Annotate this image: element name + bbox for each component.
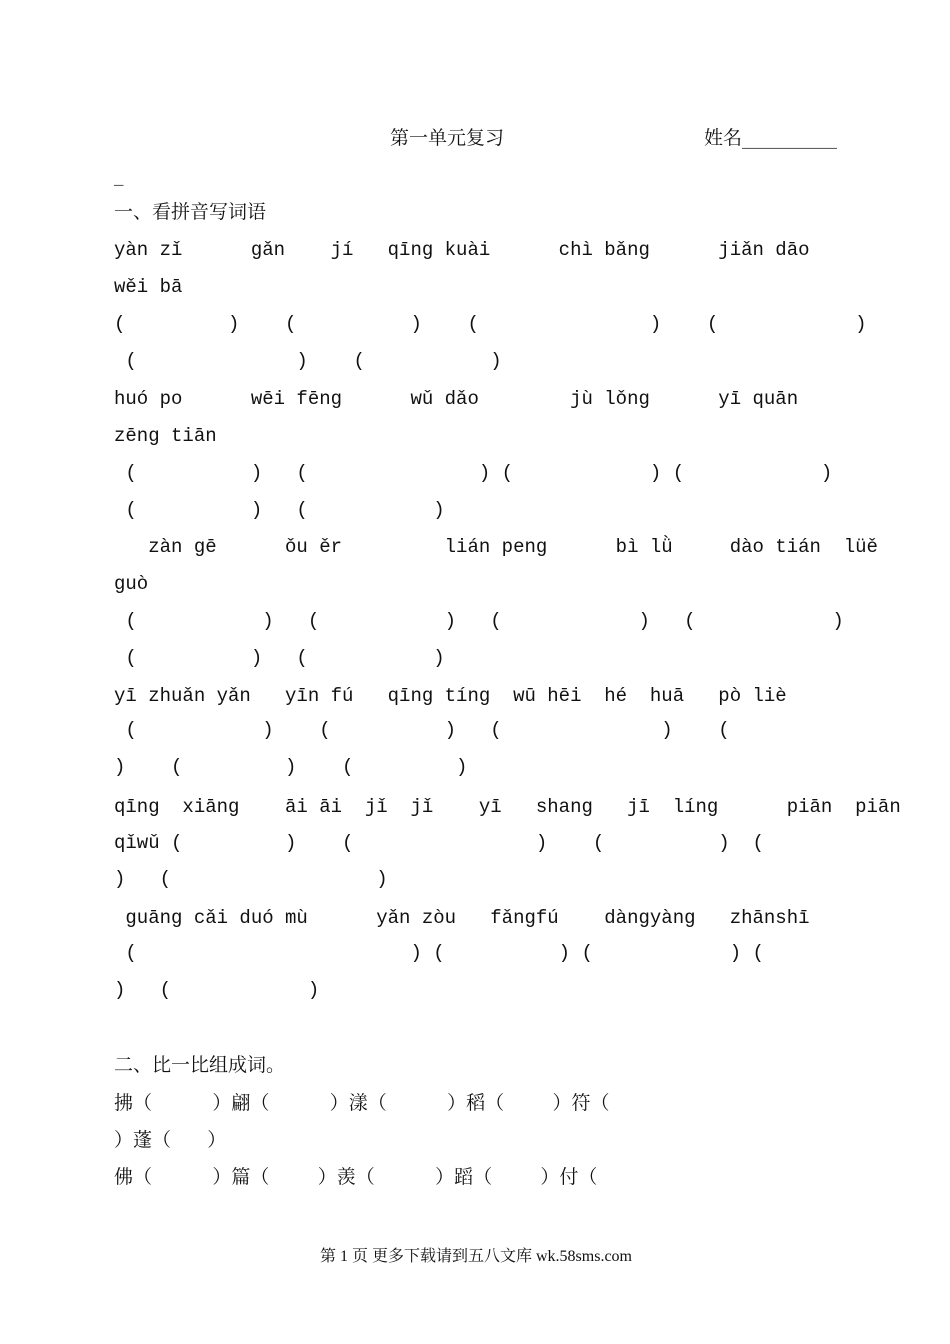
answer-blank-row: ( ) ( ) ( ) ( )	[114, 462, 833, 484]
stray-underscore: _	[114, 164, 124, 186]
pinyin-row: yī zhuǎn yǎn yīn fú qīng tíng wū hēi hé huā pò liè	[114, 685, 787, 707]
answer-blank-row: ) ( ) ( )	[114, 756, 468, 778]
answer-blank-row: ( ) ( ) ( ) (	[114, 719, 730, 741]
pinyin-row: yàn zǐ gǎn jí qīng kuài chì bǎng jiǎn dāo	[114, 239, 810, 261]
character-compare-row: ）蓬（ ）	[114, 1129, 227, 1151]
page-title: 第一单元复习	[390, 127, 505, 149]
answer-blank-row: ( ) ( ) ( ) (	[114, 942, 764, 964]
name-field-label: 姓名__________	[704, 127, 838, 149]
character-compare-row: 拂（ ）翩（ ）漾（ ）稻（ ）符（	[114, 1092, 610, 1114]
answer-blank-row: ( ) ( )	[114, 350, 502, 372]
answer-blank-row: ( ) ( )	[114, 499, 445, 521]
answer-blank-row: ) ( )	[114, 979, 320, 1001]
answer-blank-row: ) ( )	[114, 868, 388, 890]
answer-blank-row: ( ) ( )	[114, 647, 445, 669]
section-heading: 二、比一比组成词。	[114, 1054, 286, 1076]
pinyin-row: huó po wēi fēng wǔ dǎo jù lǒng yī quān	[114, 388, 799, 410]
pinyin-row: guò	[114, 573, 149, 595]
answer-blank-row: ( ) ( ) ( ) ( )	[114, 610, 844, 632]
pinyin-row: zàn gē ǒu ěr lián peng bì lǜ dào tián lüě	[114, 536, 878, 558]
answer-blank-row: ( ) ( ) ( ) ( )	[114, 313, 867, 335]
pinyin-row: wěi bā	[114, 276, 183, 298]
page-footer: 第 1 页 更多下载请到五八文库 wk.58sms.com	[320, 1248, 633, 1265]
pinyin-row: zēng tiān	[114, 425, 217, 447]
pinyin-row: qīng xiāng āi āi jǐ jǐ yī shang jī líng piān piān	[114, 796, 901, 818]
character-compare-row: 佛（ ）篇（ ）羡（ ）蹈（ ）付（	[114, 1166, 598, 1188]
pinyin-row: guāng cǎi duó mù yǎn zòu fǎngfú dàngyàng zhānshī	[114, 907, 810, 929]
answer-blank-row: qǐwǔ ( ) ( ) ( ) (	[114, 832, 764, 854]
section-heading: 一、看拼音写词语	[114, 201, 267, 223]
